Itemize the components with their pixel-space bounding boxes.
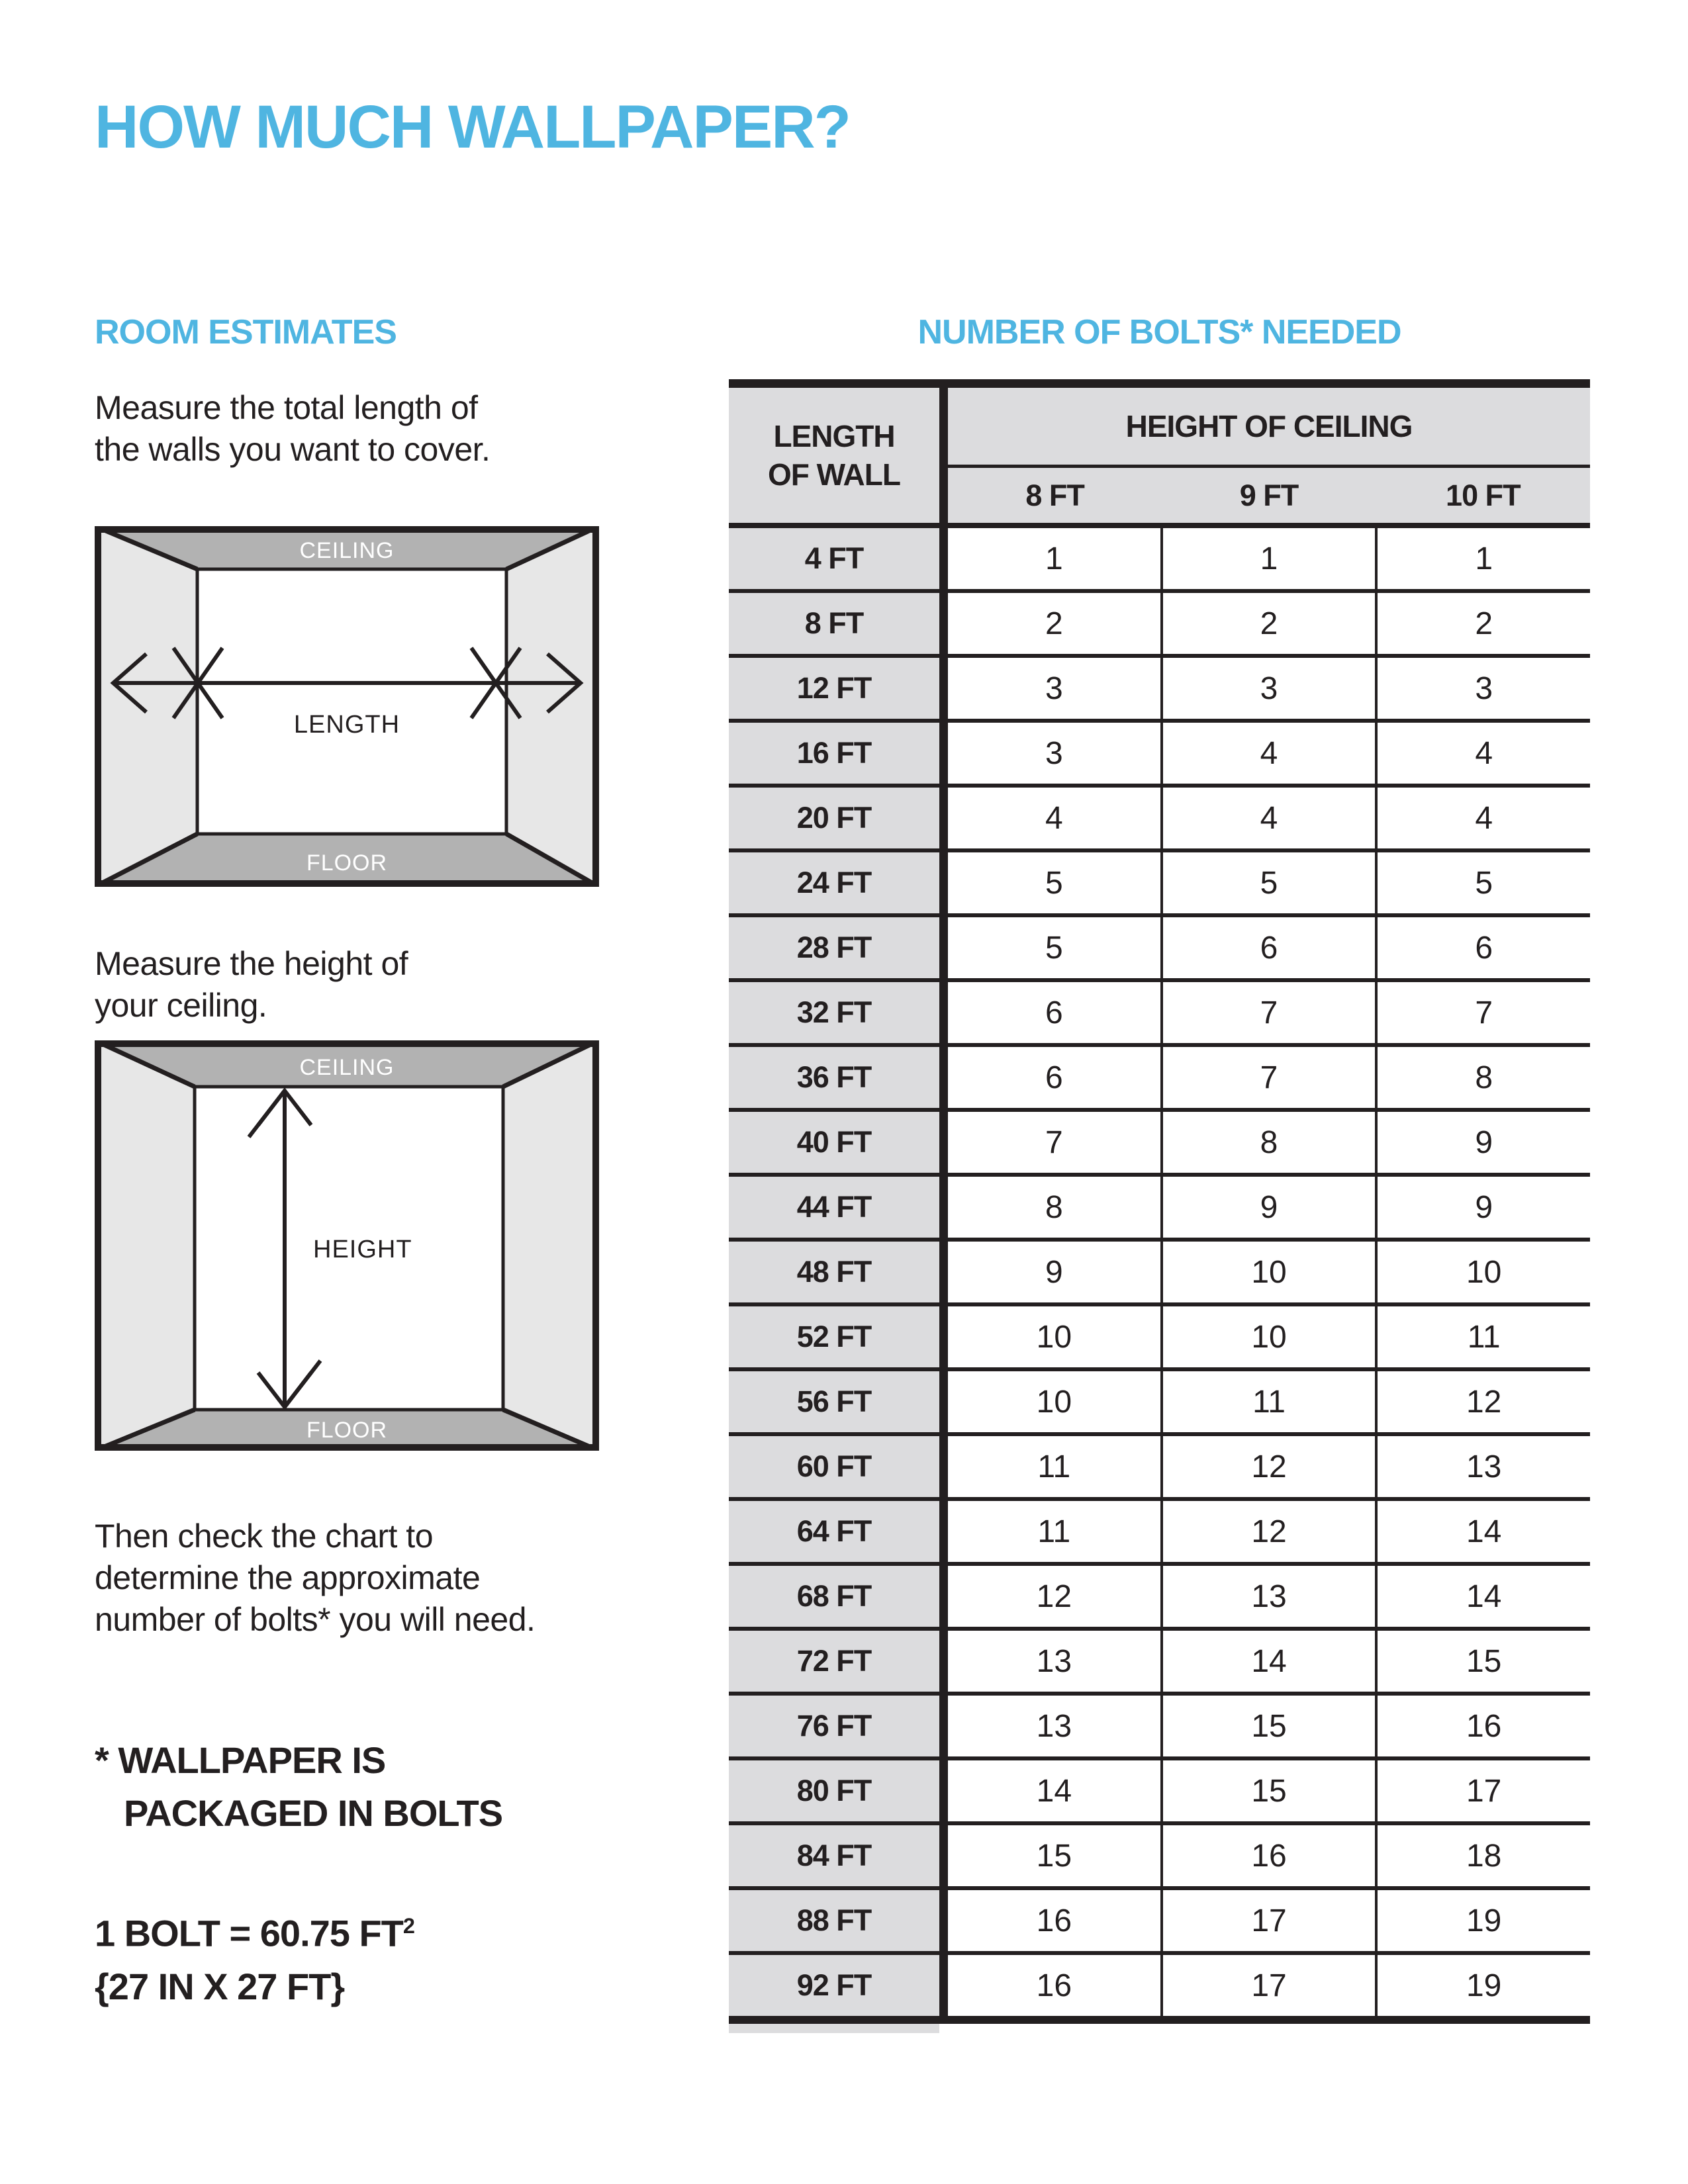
bolts-value-8ft: 10: [948, 1306, 1160, 1367]
footnote-line: PACKAGED IN BOLTS: [124, 1792, 503, 1834]
table-row: [729, 1242, 1590, 1306]
wall-length-label: 64 FT: [729, 1501, 939, 1562]
paragraph-line: Measure the total length of: [95, 389, 478, 426]
wall-length-label: 24 FT: [729, 852, 939, 913]
bolts-value-10ft: 16: [1375, 1696, 1590, 1756]
bolt-equation-text: 1 BOLT = 60.75 FT: [95, 1912, 403, 1954]
bolts-value-9ft: 17: [1160, 1890, 1376, 1951]
column-divider: [939, 658, 948, 719]
column-divider: [939, 1501, 948, 1562]
bolts-value-9ft: 17: [1160, 1955, 1376, 2016]
bolts-value-9ft: 9: [1160, 1177, 1376, 1238]
table-row: [729, 593, 1590, 658]
bolts-value-10ft: 5: [1375, 852, 1590, 913]
bolts-value-8ft: 13: [948, 1696, 1160, 1756]
group-header-label: HEIGHT OF CEILING: [1125, 409, 1413, 443]
bolts-value-9ft: 15: [1160, 1696, 1376, 1756]
paragraph-line: the walls you want to cover.: [95, 431, 491, 468]
bolts-value-10ft: 9: [1375, 1177, 1590, 1238]
table-row: [729, 1696, 1590, 1760]
column-divider: [939, 723, 948, 784]
wall-length-label: 56 FT: [729, 1371, 939, 1432]
table-row: [729, 1566, 1590, 1631]
bolts-value-8ft: 13: [948, 1631, 1160, 1692]
bolts-value-8ft: 1: [948, 528, 1160, 589]
bolts-value-9ft: 15: [1160, 1760, 1376, 1821]
bolts-value-9ft: 13: [1160, 1566, 1376, 1627]
column-divider: [939, 1306, 948, 1367]
table-row: [729, 1955, 1590, 2016]
wall-length-label: 72 FT: [729, 1631, 939, 1692]
table-top-rule: [729, 379, 1590, 388]
bolts-value-9ft: 12: [1160, 1501, 1376, 1562]
bolts-value-9ft: 10: [1160, 1242, 1376, 1302]
table-row: [729, 528, 1590, 593]
bolts-value-8ft: 8: [948, 1177, 1160, 1238]
bolt-equation: [95, 1899, 414, 1960]
wall-length-label: 44 FT: [729, 1177, 939, 1238]
bolts-value-8ft: 6: [948, 982, 1160, 1043]
table-row: [729, 1760, 1590, 1825]
bolts-value-9ft: 4: [1160, 788, 1376, 848]
table-header: [729, 388, 1590, 523]
column-divider: [939, 1371, 948, 1432]
paragraph-measure-height: [95, 943, 408, 1026]
bolts-value-8ft: 5: [948, 852, 1160, 913]
bolts-value-10ft: 10: [1375, 1242, 1590, 1302]
table-row: [729, 1112, 1590, 1177]
table-row: [729, 1890, 1590, 1955]
column-divider: [939, 1696, 948, 1756]
table-row: [729, 1306, 1590, 1371]
column-divider: [939, 1177, 948, 1238]
bolts-value-10ft: 9: [1375, 1112, 1590, 1173]
table-row: [729, 723, 1590, 788]
column-divider: [939, 982, 948, 1043]
column-header-9ft: 9 FT: [1239, 478, 1299, 512]
bolts-value-9ft: 12: [1160, 1436, 1376, 1497]
column-divider: [939, 1436, 948, 1497]
wall-length-label: 40 FT: [729, 1112, 939, 1173]
room-length-diagram: [95, 526, 599, 887]
height-of-ceiling-header: [948, 388, 1590, 523]
bolts-value-9ft: 1: [1160, 528, 1376, 589]
wall-length-label: 12 FT: [729, 658, 939, 719]
bolts-value-9ft: 7: [1160, 1047, 1376, 1108]
bolts-value-10ft: 7: [1375, 982, 1590, 1043]
wall-length-label: 80 FT: [729, 1760, 939, 1821]
column-divider: [939, 1825, 948, 1886]
bolts-value-8ft: 3: [948, 658, 1160, 719]
floor-label: FLOOR: [306, 850, 388, 876]
column-divider: [939, 1631, 948, 1692]
bolts-value-9ft: 8: [1160, 1112, 1376, 1173]
wall-length-label: 60 FT: [729, 1436, 939, 1497]
bolts-value-10ft: 13: [1375, 1436, 1590, 1497]
length-of-wall-header: [729, 388, 939, 523]
bolts-value-10ft: 14: [1375, 1501, 1590, 1562]
bolts-value-10ft: 15: [1375, 1631, 1590, 1692]
bolts-value-9ft: 4: [1160, 723, 1376, 784]
bolt-dimensions: {27 IN X 27 FT}: [95, 1965, 345, 2007]
ceiling-label: CEILING: [299, 1055, 395, 1080]
bolts-value-10ft: 2: [1375, 593, 1590, 654]
bolts-value-9ft: 3: [1160, 658, 1376, 719]
wall-length-label: 32 FT: [729, 982, 939, 1043]
bolts-value-8ft: 5: [948, 917, 1160, 978]
column-divider: [939, 917, 948, 978]
bolts-value-10ft: 11: [1375, 1306, 1590, 1367]
wall-length-label: 36 FT: [729, 1047, 939, 1108]
wall-length-label: 92 FT: [729, 1955, 939, 2016]
length-label: LENGTH: [293, 711, 400, 739]
bolts-value-10ft: 4: [1375, 723, 1590, 784]
paragraph-measure-length: [95, 387, 490, 471]
bolts-value-8ft: 11: [948, 1501, 1160, 1562]
table-row: [729, 1501, 1590, 1566]
bolts-value-10ft: 19: [1375, 1890, 1590, 1951]
bolts-value-10ft: 6: [1375, 917, 1590, 978]
table-row: [729, 658, 1590, 723]
left-wall-shape: [95, 1040, 195, 1451]
table-body: [729, 528, 1590, 2016]
header-line: OF WALL: [768, 457, 900, 492]
table-row: [729, 1436, 1590, 1501]
column-divider: [939, 388, 948, 523]
right-wall-shape: [503, 1040, 599, 1451]
column-divider: [939, 1955, 948, 2016]
paragraph-line: Measure the height of: [95, 945, 408, 982]
column-header-10ft: 10 FT: [1446, 478, 1521, 512]
table-row: [729, 1631, 1590, 1696]
bolts-value-9ft: 7: [1160, 982, 1376, 1043]
table-row: [729, 1371, 1590, 1436]
wall-length-label: 16 FT: [729, 723, 939, 784]
table-bottom-rule: [729, 2016, 1590, 2024]
bolts-value-10ft: 19: [1375, 1955, 1590, 2016]
table-row: [729, 982, 1590, 1047]
column-divider: [939, 1890, 948, 1951]
bolts-needed-heading: NUMBER OF BOLTS* NEEDED: [917, 313, 1401, 351]
bolts-value-8ft: 6: [948, 1047, 1160, 1108]
column-divider: [939, 1047, 948, 1108]
column-header-8ft: 8 FT: [1025, 478, 1084, 512]
wall-length-label: 88 FT: [729, 1890, 939, 1951]
table-row: [729, 852, 1590, 917]
bolts-value-10ft: 1: [1375, 528, 1590, 589]
bolts-value-9ft: 16: [1160, 1825, 1376, 1886]
bolts-value-9ft: 11: [1160, 1371, 1376, 1432]
wallpaper-footnote: [95, 1734, 502, 1840]
bolts-value-8ft: 11: [948, 1436, 1160, 1497]
bolts-value-8ft: 16: [948, 1890, 1160, 1951]
bolts-value-9ft: 6: [1160, 917, 1376, 978]
table-row: [729, 917, 1590, 982]
paragraph-line: determine the approximate: [95, 1559, 481, 1596]
column-divider: [939, 788, 948, 848]
bolts-value-8ft: 9: [948, 1242, 1160, 1302]
bolts-value-10ft: 8: [1375, 1047, 1590, 1108]
table-row: [729, 1177, 1590, 1242]
wall-length-label: 52 FT: [729, 1306, 939, 1367]
wall-length-label: 68 FT: [729, 1566, 939, 1627]
column-divider: [939, 528, 948, 589]
bolts-value-10ft: 12: [1375, 1371, 1590, 1432]
bolts-value-8ft: 7: [948, 1112, 1160, 1173]
floor-label: FLOOR: [306, 1418, 388, 1443]
back-wall-shape: [197, 569, 506, 834]
page-title: HOW MUCH WALLPAPER?: [95, 93, 850, 161]
room-estimates-heading: ROOM ESTIMATES: [95, 313, 397, 351]
bolts-value-9ft: 10: [1160, 1306, 1376, 1367]
footnote-line: * WALLPAPER IS: [95, 1739, 386, 1781]
column-divider: [939, 1112, 948, 1173]
bolts-value-10ft: 3: [1375, 658, 1590, 719]
bolts-value-8ft: 14: [948, 1760, 1160, 1821]
wall-length-label: 76 FT: [729, 1696, 939, 1756]
table-row: [729, 788, 1590, 852]
wall-length-label: 20 FT: [729, 788, 939, 848]
wall-length-label: 48 FT: [729, 1242, 939, 1302]
table-row: [729, 1825, 1590, 1890]
ceiling-label: CEILING: [299, 538, 395, 563]
column-divider: [939, 1760, 948, 1821]
wall-length-label: 8 FT: [729, 593, 939, 654]
bolts-value-8ft: 4: [948, 788, 1160, 848]
bolts-value-8ft: 15: [948, 1825, 1160, 1886]
wall-length-label: 28 FT: [729, 917, 939, 978]
column-divider: [939, 1566, 948, 1627]
bolts-value-9ft: 5: [1160, 852, 1376, 913]
bolts-value-10ft: 17: [1375, 1760, 1590, 1821]
paragraph-line: your ceiling.: [95, 987, 267, 1024]
table-row: [729, 1047, 1590, 1112]
paragraph-line: Then check the chart to: [95, 1518, 434, 1555]
wall-length-label: 4 FT: [729, 528, 939, 589]
bolts-value-10ft: 4: [1375, 788, 1590, 848]
bolt-spec: [95, 1899, 414, 2013]
paragraph-line: number of bolts* you will need.: [95, 1601, 536, 1638]
bolts-value-8ft: 16: [948, 1955, 1160, 2016]
column-divider: [939, 852, 948, 913]
bolts-value-8ft: 12: [948, 1566, 1160, 1627]
bolts-table: [729, 379, 1590, 2033]
ceiling-height-diagram: [95, 1040, 599, 1451]
header-line: LENGTH: [773, 419, 895, 453]
column-divider: [939, 593, 948, 654]
bolts-value-8ft: 10: [948, 1371, 1160, 1432]
bolts-value-9ft: 14: [1160, 1631, 1376, 1692]
ceiling-height-subheaders: [948, 468, 1590, 523]
column-divider: [939, 1242, 948, 1302]
height-label: HEIGHT: [313, 1236, 412, 1263]
bolts-value-9ft: 2: [1160, 593, 1376, 654]
bolt-equation-superscript: 2: [402, 1914, 414, 1938]
label-column-tab: [729, 2024, 939, 2033]
bolts-value-8ft: 2: [948, 593, 1160, 654]
bolts-value-10ft: 14: [1375, 1566, 1590, 1627]
wall-length-label: 84 FT: [729, 1825, 939, 1886]
bolts-value-10ft: 18: [1375, 1825, 1590, 1886]
bolts-value-8ft: 3: [948, 723, 1160, 784]
paragraph-check-chart: [95, 1516, 535, 1641]
header-separator-rule: [729, 523, 1590, 528]
